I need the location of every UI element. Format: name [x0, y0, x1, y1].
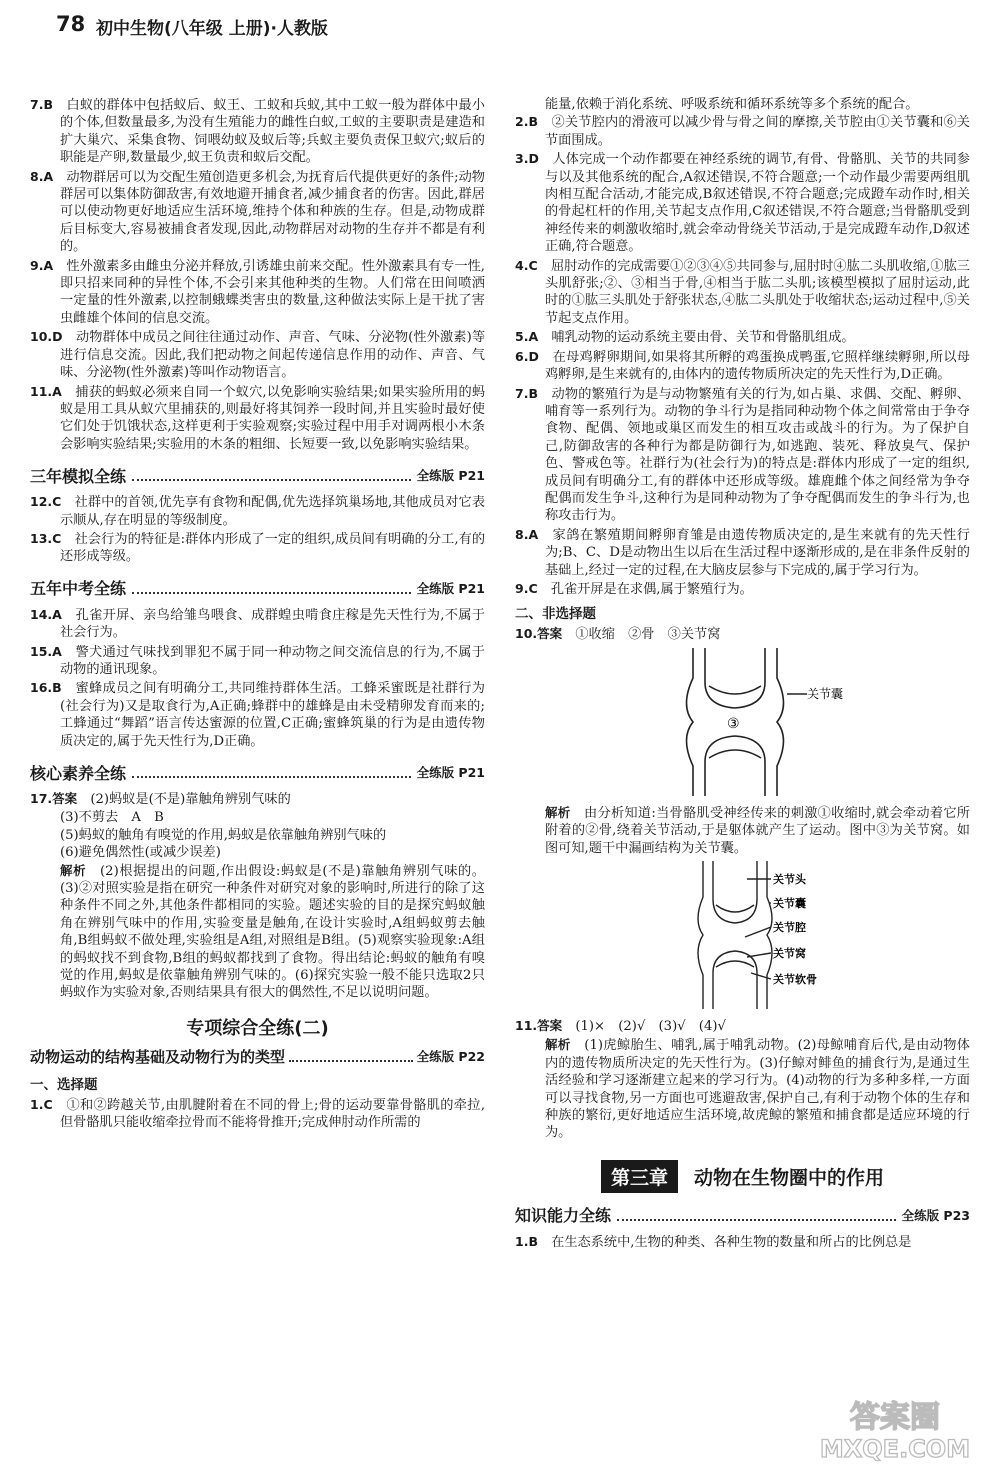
- fig2-label: 关节软骨: [773, 973, 817, 986]
- fig2-label: 关节头: [773, 873, 806, 886]
- right-column: [515, 96, 970, 1252]
- answer-item: 10.答案 ①收缩 ②骨 ③关节窝: [515, 626, 721, 643]
- fig2-label: 关节腔: [773, 921, 806, 934]
- chapter-title: 第三章 动物在生物圈中的作用: [515, 1160, 970, 1193]
- answer-item: 4.C 屈肘动作的完成需要①②③④⑤共同参与,屈肘时④肱二头肌收缩,①肱三头肌舒张;②、③相当于骨,④相当于肱二头肌;该模型模拟了屈肘运动,此时的①肱三头肌处于舒张状态,④肱二头肌处于收缩状态;运动过程中,⑤关节起支点作用。: [515, 257, 970, 326]
- special-subtitle: 动物运动的结构基础及动物行为的类型 全练版 P22: [30, 1047, 485, 1066]
- answer-item: 9.A 性外激素多由雌虫分泌并释放,引诱雄虫前来交配。性外激素具有专一性,即只招来同种的异性个体,不会引来其他种类的生物。人们常在田间喷洒一定量的性外激素,以控制蛾蝶类害虫的数量,这种做法实际上是干扰了害虫雌雄个体间的信息交流。: [30, 257, 485, 326]
- watermark-logo: [800, 1395, 990, 1465]
- answer-item: 15.A 警犬通过气味找到罪犯不属于同一种动物之间交流信息的行为,不属于动物的通讯现象。: [30, 643, 485, 677]
- book-title: 初中生物(八年级 上册)·人教版: [96, 19, 328, 39]
- answer-item: 14.A 孔雀开屏、亲鸟给雏鸟喂食、成群蝗虫啃食庄稼是先天性行为,不属于社会行为。: [30, 606, 485, 641]
- question-type: 一、选择题: [30, 1076, 98, 1093]
- left-column: [30, 96, 485, 1133]
- answer-item: 16.B 蜜蜂成员之间有明确分工,共同维持群体生活。工蜂采蜜既是社群行为(社会行为)又是取食行为,A正确;蜂群中的雄蜂是由未受精卵发育而来的;工蜂通过“舞蹈”语言传达蜜源的位置,C正确;蜜蜂筑巢的行为是由遗传物质决定的,属于先天性行为,D正确。: [30, 680, 485, 749]
- question-type: 二、非选择题: [515, 606, 596, 623]
- answer-item: 2.B ②关节腔内的滑液可以减少骨与骨之间的摩擦,关节腔由①关节囊和⑥关节面围成。: [515, 114, 970, 148]
- joint-figure-1: [515, 648, 970, 800]
- answer-item: 1.C ①和②跨越关节,由肌腱附着在不同的骨上;骨的运动要靠骨骼肌的牵拉,但骨骼肌只能收缩牵拉骨而不能将骨推开;完成伸肘动作所需的: [30, 1096, 486, 1131]
- answer-item: 6.D 在母鸡孵卵期间,如果将其所孵的鸡蛋换成鸭蛋,它照样继续孵卵,所以母鸡孵卵,是生来就有的,由体内的遗传物质所决定的先天性行为,D正确。: [515, 348, 970, 383]
- answer-item: 13.C 社会行为的特征是:群体内形成了一定的组织,成员间有明确的分工,有的还形成等级。: [30, 530, 486, 565]
- answer-item: 8.A 家鸽在繁殖期间孵卵育雏是由遗传物质决定的,是生来就有的先天性行为;B、C、D是动物出生以后在生活过程中逐渐形成的,是在非条件反射的基础上,经过一定的过程,在大脑皮层参与下完成的,属于学习行为。: [515, 526, 970, 578]
- special-title: 专项综合全练(二): [186, 1017, 329, 1039]
- answer-item: 17.答案 (2)蚂蚁是(不是)靠触角辨别气味的: [30, 791, 291, 807]
- answer-line: (3)不剪去 A B: [60, 810, 164, 826]
- continued-text: 能量,依赖于消化系统、呼吸系统和循环系统等多个系统的配合。: [545, 97, 919, 112]
- answer-item: 5.A 哺乳动物的运动系统主要由骨、关节和骨骼肌组成。: [515, 329, 855, 346]
- fig2-label: 关节窝: [773, 947, 806, 960]
- answer-item: 7.B 动物的繁殖行为是与动物繁殖有关的行为,如占巢、求偶、交配、孵卵、哺育等一系列行为。动物的争斗行为是指同种动物个体之间常常由于争夺食物、配偶、领地或巢区而发生的相互攻击或战斗的行为。为了保护自己,防御敌害的各种行为都是防御行为,如逃跑、装死、释放臭气、保护色、警戒色等。社群行为(社会行为)的特点是:群体内形成了一定的组织,成员间有明确分工,有的群体中还形成等级。雄鹿雌个体之间经常为争夺配偶而发生争斗,这种行为是同种动物为了争夺配偶而发生的争斗行为,也称攻击行为。: [515, 385, 970, 524]
- answer-item: 11.答案 (1)× (2)√ (3)√ (4)√: [515, 1018, 726, 1034]
- analysis: 解析 由分析知道:当骨骼肌受神经传来的刺激①收缩时,就会牵动着它所附着的②骨,绕着关节活动,于是躯体就产生了运动。图中③为关节窝。如图可知,题干中漏画结构为关节囊。: [545, 804, 970, 856]
- section-header: 五年中考全练 全练版 P21: [30, 579, 485, 599]
- section-header: 核心素养全练 全练版 P21: [30, 763, 485, 783]
- answer-item: 8.A 动物群居可以为交配生殖创造更多机会,为抚育后代提供更好的条件;动物群居可以集体防御敌害,有效地避开捕食者,减少捕食者的伤害。因此,群居可以使动物更好地适应生活环境,维持个体和种族的生存。但是,动物成群后目标变大,容易被捕食者发现,因此,动物群居对动物的生存并不都是有利的。: [30, 168, 485, 255]
- answer-item: 7.B 白蚁的群体中包括蚁后、蚁王、工蚁和兵蚁,其中工蚁一般为群体中最小的个体,但数量最多,为没有生殖能力的雌性白蚁,工蚁的主要职责是建造和扩大巢穴、采集食物、饲喂幼蚁及蚁后等;兵蚁主要负责保卫蚁穴;蚁后的职能是产卵,数量最少,蚁王负责和蚁后交配。: [30, 97, 485, 166]
- joint-figure-2: [515, 861, 970, 1013]
- fig1-mark: ③: [727, 715, 740, 732]
- answer-item: 12.C 社群中的首领,优先享有食物和配偶,优先选择筑巢场地,其他成员对它表示顺从,存在明显的等级制度。: [30, 494, 486, 528]
- answer-item: 10.D 动物群体中成员之间往往通过动作、声音、气味、分泌物(性外激素)等进行信息交流。因此,我们把动物之间起传递信息作用的动作、声音、气味、分泌物(性外激素)等叫作动物语言。: [30, 329, 486, 381]
- analysis: 解析 (2)根据提出的问题,作出假设:蚂蚁是(不是)靠触角辨别气味的。(3)②对照实验是指在研究一种条件对研究对象的影响时,所进行的除了这种条件不同之外,其他条件都相同的实验。题述实验的目的是探究蚂蚁触角在辨别气味中的作用,实验变量是触角,在设计实验时,A组蚂蚁剪去触角,B组蚂蚁不做处理,实验组是A组,对照组是B组。(5)观察实验现象:A组的蚂蚁找不到食物,B组的蚂蚁都找到了食物。得出结论:蚂蚁的触角有嗅觉的作用,蚂蚁是依靠触角辨别气味的。(6)探究实验一般不能只选取2只蚂蚁作为实验对象,否则结果具有很大的偶然性,不足以说明问题。: [60, 862, 485, 1001]
- svg-text:MXQE.COM: MXQE.COM: [819, 1435, 971, 1463]
- svg-text:答案圈: 答案圈: [850, 1400, 940, 1435]
- answer-item: 11.A 捕获的蚂蚁必须来自同一个蚁穴,以免影响实验结果;如果实验所用的蚂蚁是用工具从蚁穴里捕获的,则最好将其饲养一段时间,并且实验时最好使它们处于饥饿状态,这样更利于实验观察;实验过程中用手对调两根小木条会影响实验结果;实验用的木条的粗细、长短要一致,以免影响实验结果。: [30, 383, 486, 452]
- fig2-label: 关节囊: [773, 897, 806, 910]
- page-number: 78: [56, 12, 86, 36]
- analysis: 解析 (1)虎鲸胎生、哺乳,属于哺乳动物。(2)母鲸哺育后代,是由动物体内的遗传物质所决定的先天性行为。(3)仔鲸对鲱鱼的捕食行为,是通过生活经验和学习逐渐建立起来的学习行为。(4)动物的行为多种多样,一方面可以寻找食物,另一方面也可逃避敌害,保护自己,有利于动物个体的生存和种族的繁衍,更好地适应生活环境,故虎鲸的繁殖和捕食都是适应环境的行为。: [545, 1037, 970, 1141]
- answer-item: 9.C 孔雀开屏是在求偶,属于繁殖行为。: [515, 580, 753, 597]
- answer-item: 1.B 在生态系统中,生物的种类、各种生物的数量和所占的比例总是: [515, 1233, 912, 1250]
- answer-line: (5)蚂蚁的触角有嗅觉的作用,蚂蚁是依靠触角辨别气味的: [60, 827, 387, 843]
- section-header: 知识能力全练 全练版 P23: [515, 1206, 970, 1226]
- page-header: [30, 12, 970, 52]
- answer-item: 3.D 人体完成一个动作都要在神经系统的调节,有骨、骨骼肌、关节的共同参与以及其他系统的配合,A叙述错误,不符合题意;一个动作最少需要两组肌肉相互配合活动,才能完成,B叙述错误,不符合题意;完成蹬车动作时,相关的骨起杠杆的作用,关节起支点作用,C叙述错误,不符合题意;当骨骼肌受到神经传来的刺激收缩时,就会牵动骨绕关节活动,于是完成蹬车动作,D叙述正确,符合题意。: [515, 151, 970, 255]
- fig1-label: 关节囊: [807, 686, 844, 701]
- section-header: 三年模拟全练 全练版 P21: [30, 466, 485, 486]
- answer-line: (6)避免偶然性(或减少误差): [60, 845, 221, 861]
